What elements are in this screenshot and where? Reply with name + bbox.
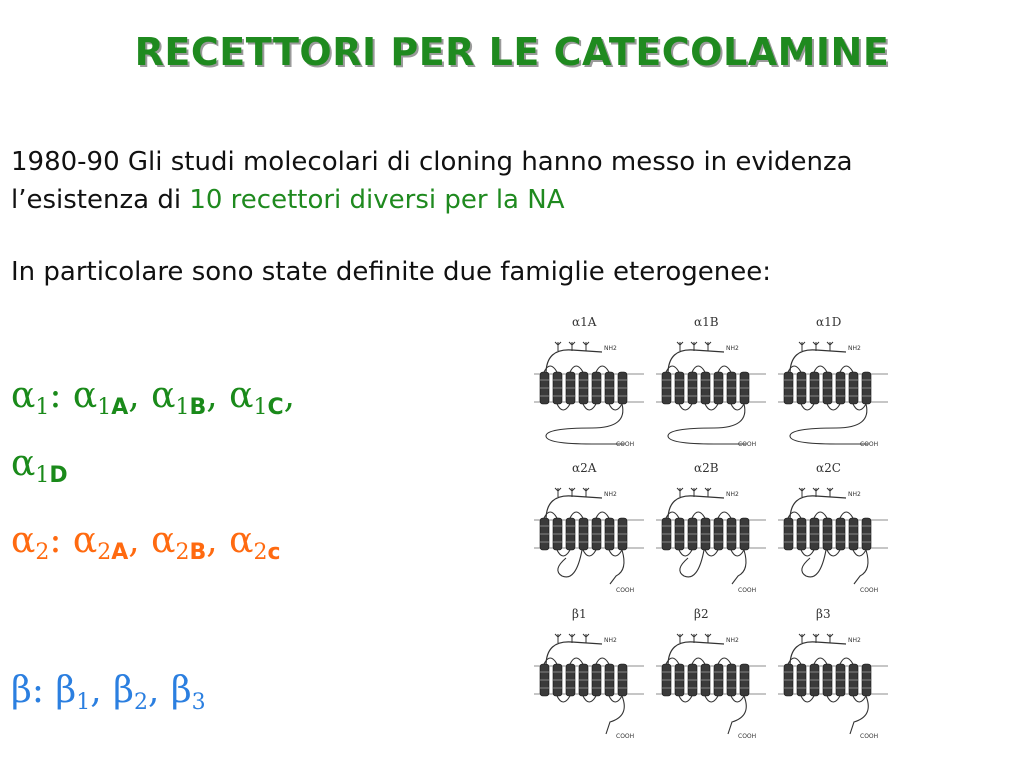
nh2-label: NH2 [848,491,861,498]
receptor-panel [534,607,644,738]
beta1: $\beta_1$, [55,670,102,715]
nh2-label: NH2 [726,637,739,644]
receptor-label: α2B [694,461,719,475]
nh2-label: NH2 [604,491,617,498]
cooh-label: COOH [738,587,757,594]
nh2-label: NH2 [848,345,861,352]
receptor-count-highlight: 10 recettori diversi per la NA [189,185,565,215]
cooh-label: COOH [860,587,879,594]
receptor-label: β3 [816,607,831,621]
alpha2a: $\alpha_2A$, [72,520,140,565]
receptor-panel [534,461,644,594]
nh2-label: NH2 [726,345,739,352]
beta2: $\beta_2$, [113,670,160,715]
receptor-panel [778,607,888,738]
intro-paragraph [11,143,853,219]
beta-family: β: $\beta_1$, $\beta_2$, $\beta_3$ [11,670,206,715]
alpha1c: $\alpha_1C$, [229,375,296,420]
receptor-topology-figure [526,308,896,738]
cooh-label: COOH [860,733,879,738]
receptor-label: α1D [816,315,842,329]
cooh-label: COOH [860,441,879,448]
nh2-label: NH2 [726,491,739,498]
slide-title: RECETTORI PER LE CATECOLAMINE [134,30,890,74]
receptor-label: β1 [572,607,587,621]
nh2-label: NH2 [604,345,617,352]
receptor-diagram-svg [526,308,896,738]
alpha2b: $\alpha_2B$, [151,520,218,565]
nh2-label: NH2 [848,637,861,644]
receptor-panel [778,461,888,594]
alpha1a: $\alpha_1A$, [72,375,140,420]
receptor-label: α2C [816,461,841,475]
cooh-label: COOH [616,441,635,448]
cooh-label: COOH [616,733,635,738]
receptor-panel [656,461,766,594]
beta3: $\beta_3$ [170,670,206,715]
nh2-label: NH2 [604,637,617,644]
alpha2-family: $\alpha_2$: $\alpha_2A$, $\alpha_2B$, $\alpha_2c$ [11,520,281,565]
cooh-label: COOH [616,587,635,594]
alpha1b: $\alpha_1B$, [151,375,218,420]
receptor-panel [656,607,766,738]
alpha1d: $\alpha_1D$ [11,443,68,488]
receptor-label: α1B [694,315,719,329]
cooh-label: COOH [738,441,757,448]
receptor-panel [778,315,888,448]
alpha2c: $\alpha_2c$ [229,520,281,565]
receptor-panel [534,315,644,448]
receptor-label: α1A [572,315,597,329]
receptor-label: β2 [694,607,709,621]
receptor-panel [656,315,766,448]
alpha1-family: $\alpha_1$: $\alpha_1A$, $\alpha_1B$, $\alpha_1C$, $\alpha_1D$ [11,375,296,488]
receptor-label: α2A [572,461,597,475]
intro-line-2: l’esistenza di 10 recettori diversi per la NA [11,185,565,215]
cooh-label: COOH [738,733,757,738]
families-intro: In particolare sono state definite due famiglie eterogenee: [11,257,771,287]
intro-line-1: 1980-90 Gli studi molecolari di cloning hanno messo in evidenza [11,147,853,177]
